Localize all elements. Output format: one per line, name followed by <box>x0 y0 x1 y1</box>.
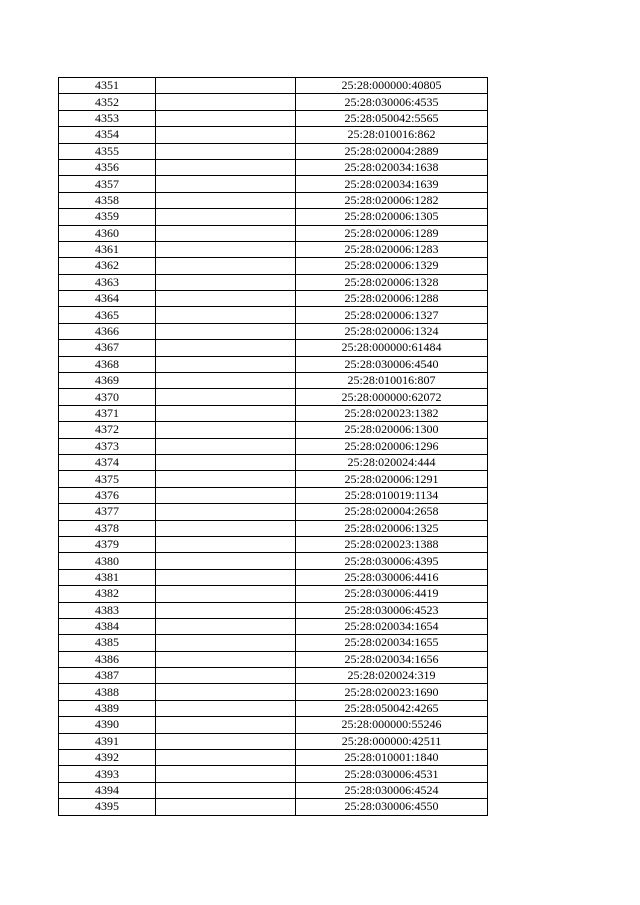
cadastral-number-cell: 25:28:020006:1327 <box>296 307 488 323</box>
cadastral-number-cell: 25:28:020006:1305 <box>296 209 488 225</box>
table-row <box>59 127 488 143</box>
table-row <box>59 176 488 192</box>
row-number-cell: 4367 <box>59 340 156 356</box>
row-number-cell: 4369 <box>59 373 156 389</box>
row-number-cell: 4370 <box>59 389 156 405</box>
blank-cell <box>156 176 296 192</box>
blank-cell <box>156 274 296 290</box>
cadastral-number-cell: 25:28:020024:319 <box>296 668 488 684</box>
registry-table-body <box>59 78 488 816</box>
document-page <box>58 77 488 816</box>
table-row <box>59 684 488 700</box>
table-row <box>59 438 488 454</box>
table-row <box>59 258 488 274</box>
cadastral-number-cell: 25:28:020034:1655 <box>296 635 488 651</box>
cadastral-number-cell: 25:28:020006:1329 <box>296 258 488 274</box>
cadastral-number-cell: 25:28:030006:4524 <box>296 782 488 798</box>
table-row <box>59 635 488 651</box>
blank-cell <box>156 487 296 503</box>
row-number-cell: 4391 <box>59 733 156 749</box>
cadastral-number-cell: 25:28:020006:1291 <box>296 471 488 487</box>
blank-cell <box>156 569 296 585</box>
row-number-cell: 4389 <box>59 700 156 716</box>
row-number-cell: 4361 <box>59 241 156 257</box>
cadastral-number-cell: 25:28:020023:1690 <box>296 684 488 700</box>
cadastral-number-cell: 25:28:020006:1325 <box>296 520 488 536</box>
blank-cell <box>156 553 296 569</box>
row-number-cell: 4385 <box>59 635 156 651</box>
cadastral-number-cell: 25:28:000000:62072 <box>296 389 488 405</box>
blank-cell <box>156 78 296 94</box>
table-row <box>59 323 488 339</box>
table-row <box>59 717 488 733</box>
table-row <box>59 422 488 438</box>
blank-cell <box>156 291 296 307</box>
table-row <box>59 110 488 126</box>
row-number-cell: 4354 <box>59 127 156 143</box>
table-row <box>59 241 488 257</box>
cadastral-number-cell: 25:28:030006:4550 <box>296 799 488 815</box>
blank-cell <box>156 438 296 454</box>
table-row <box>59 78 488 94</box>
blank-cell <box>156 143 296 159</box>
row-number-cell: 4360 <box>59 225 156 241</box>
cadastral-number-cell: 25:28:000000:55246 <box>296 717 488 733</box>
blank-cell <box>156 110 296 126</box>
blank-cell <box>156 127 296 143</box>
cadastral-number-cell: 25:28:020024:444 <box>296 454 488 470</box>
table-row <box>59 373 488 389</box>
cadastral-number-cell: 25:28:030006:4535 <box>296 94 488 110</box>
cadastral-number-cell: 25:28:000000:42511 <box>296 733 488 749</box>
table-row <box>59 602 488 618</box>
row-number-cell: 4388 <box>59 684 156 700</box>
table-row <box>59 274 488 290</box>
row-number-cell: 4372 <box>59 422 156 438</box>
blank-cell <box>156 733 296 749</box>
blank-cell <box>156 159 296 175</box>
cadastral-number-cell: 25:28:020034:1638 <box>296 159 488 175</box>
cadastral-number-cell: 25:28:020034:1639 <box>296 176 488 192</box>
blank-cell <box>156 586 296 602</box>
row-number-cell: 4394 <box>59 782 156 798</box>
blank-cell <box>156 422 296 438</box>
blank-cell <box>156 717 296 733</box>
blank-cell <box>156 307 296 323</box>
cadastral-number-cell: 25:28:030006:4416 <box>296 569 488 585</box>
table-row <box>59 520 488 536</box>
blank-cell <box>156 94 296 110</box>
row-number-cell: 4373 <box>59 438 156 454</box>
table-row <box>59 569 488 585</box>
table-row <box>59 799 488 815</box>
row-number-cell: 4393 <box>59 766 156 782</box>
cadastral-number-cell: 25:28:020006:1300 <box>296 422 488 438</box>
blank-cell <box>156 225 296 241</box>
cadastral-number-cell: 25:28:020023:1382 <box>296 405 488 421</box>
row-number-cell: 4387 <box>59 668 156 684</box>
cadastral-number-cell: 25:28:020034:1656 <box>296 651 488 667</box>
cadastral-number-cell: 25:28:010019:1134 <box>296 487 488 503</box>
cadastral-number-cell: 25:28:000000:61484 <box>296 340 488 356</box>
cadastral-number-cell: 25:28:020006:1296 <box>296 438 488 454</box>
cadastral-number-cell: 25:28:020006:1282 <box>296 192 488 208</box>
row-number-cell: 4374 <box>59 454 156 470</box>
table-row <box>59 405 488 421</box>
blank-cell <box>156 618 296 634</box>
blank-cell <box>156 766 296 782</box>
blank-cell <box>156 651 296 667</box>
row-number-cell: 4352 <box>59 94 156 110</box>
blank-cell <box>156 356 296 372</box>
table-row <box>59 700 488 716</box>
cadastral-number-cell: 25:28:020006:1289 <box>296 225 488 241</box>
cadastral-number-cell: 25:28:050042:5565 <box>296 110 488 126</box>
blank-cell <box>156 635 296 651</box>
row-number-cell: 4362 <box>59 258 156 274</box>
row-number-cell: 4379 <box>59 536 156 552</box>
cadastral-number-cell: 25:28:030006:4419 <box>296 586 488 602</box>
row-number-cell: 4358 <box>59 192 156 208</box>
blank-cell <box>156 405 296 421</box>
table-row <box>59 553 488 569</box>
row-number-cell: 4375 <box>59 471 156 487</box>
table-row <box>59 291 488 307</box>
table-row <box>59 340 488 356</box>
cadastral-number-cell: 25:28:030006:4523 <box>296 602 488 618</box>
blank-cell <box>156 799 296 815</box>
cadastral-number-cell: 25:28:000000:40805 <box>296 78 488 94</box>
blank-cell <box>156 602 296 618</box>
row-number-cell: 4357 <box>59 176 156 192</box>
table-row <box>59 94 488 110</box>
table-row <box>59 733 488 749</box>
row-number-cell: 4384 <box>59 618 156 634</box>
table-row <box>59 766 488 782</box>
blank-cell <box>156 504 296 520</box>
row-number-cell: 4363 <box>59 274 156 290</box>
blank-cell <box>156 192 296 208</box>
table-row <box>59 225 488 241</box>
blank-cell <box>156 782 296 798</box>
table-row <box>59 536 488 552</box>
blank-cell <box>156 700 296 716</box>
cadastral-number-cell: 25:28:020004:2658 <box>296 504 488 520</box>
blank-cell <box>156 340 296 356</box>
row-number-cell: 4377 <box>59 504 156 520</box>
row-number-cell: 4368 <box>59 356 156 372</box>
row-number-cell: 4355 <box>59 143 156 159</box>
blank-cell <box>156 520 296 536</box>
cadastral-number-cell: 25:28:030006:4395 <box>296 553 488 569</box>
table-row <box>59 651 488 667</box>
cadastral-number-cell: 25:28:020034:1654 <box>296 618 488 634</box>
row-number-cell: 4386 <box>59 651 156 667</box>
table-row <box>59 782 488 798</box>
table-row <box>59 307 488 323</box>
table-row <box>59 471 488 487</box>
row-number-cell: 4392 <box>59 750 156 766</box>
cadastral-number-cell: 25:28:010016:807 <box>296 373 488 389</box>
cadastral-number-cell: 25:28:010016:862 <box>296 127 488 143</box>
cadastral-number-cell: 25:28:050042:4265 <box>296 700 488 716</box>
blank-cell <box>156 684 296 700</box>
row-number-cell: 4365 <box>59 307 156 323</box>
cadastral-number-cell: 25:28:010001:1840 <box>296 750 488 766</box>
table-row <box>59 668 488 684</box>
blank-cell <box>156 668 296 684</box>
table-row <box>59 209 488 225</box>
cadastral-number-cell: 25:28:030006:4531 <box>296 766 488 782</box>
row-number-cell: 4359 <box>59 209 156 225</box>
row-number-cell: 4371 <box>59 405 156 421</box>
row-number-cell: 4353 <box>59 110 156 126</box>
table-row <box>59 389 488 405</box>
table-row <box>59 487 488 503</box>
row-number-cell: 4364 <box>59 291 156 307</box>
blank-cell <box>156 750 296 766</box>
blank-cell <box>156 471 296 487</box>
table-row <box>59 192 488 208</box>
blank-cell <box>156 241 296 257</box>
blank-cell <box>156 323 296 339</box>
table-row <box>59 454 488 470</box>
row-number-cell: 4383 <box>59 602 156 618</box>
blank-cell <box>156 536 296 552</box>
row-number-cell: 4356 <box>59 159 156 175</box>
table-row <box>59 356 488 372</box>
row-number-cell: 4351 <box>59 78 156 94</box>
blank-cell <box>156 373 296 389</box>
table-row <box>59 586 488 602</box>
blank-cell <box>156 209 296 225</box>
cadastral-number-cell: 25:28:030006:4540 <box>296 356 488 372</box>
cadastral-number-cell: 25:28:020004:2889 <box>296 143 488 159</box>
table-row <box>59 618 488 634</box>
row-number-cell: 4366 <box>59 323 156 339</box>
row-number-cell: 4378 <box>59 520 156 536</box>
table-row <box>59 143 488 159</box>
blank-cell <box>156 258 296 274</box>
registry-table <box>58 77 488 816</box>
cadastral-number-cell: 25:28:020023:1388 <box>296 536 488 552</box>
table-row <box>59 750 488 766</box>
blank-cell <box>156 389 296 405</box>
table-row <box>59 504 488 520</box>
cadastral-number-cell: 25:28:020006:1283 <box>296 241 488 257</box>
cadastral-number-cell: 25:28:020006:1324 <box>296 323 488 339</box>
row-number-cell: 4381 <box>59 569 156 585</box>
table-row <box>59 159 488 175</box>
row-number-cell: 4380 <box>59 553 156 569</box>
cadastral-number-cell: 25:28:020006:1328 <box>296 274 488 290</box>
row-number-cell: 4382 <box>59 586 156 602</box>
blank-cell <box>156 454 296 470</box>
cadastral-number-cell: 25:28:020006:1288 <box>296 291 488 307</box>
row-number-cell: 4390 <box>59 717 156 733</box>
row-number-cell: 4395 <box>59 799 156 815</box>
row-number-cell: 4376 <box>59 487 156 503</box>
